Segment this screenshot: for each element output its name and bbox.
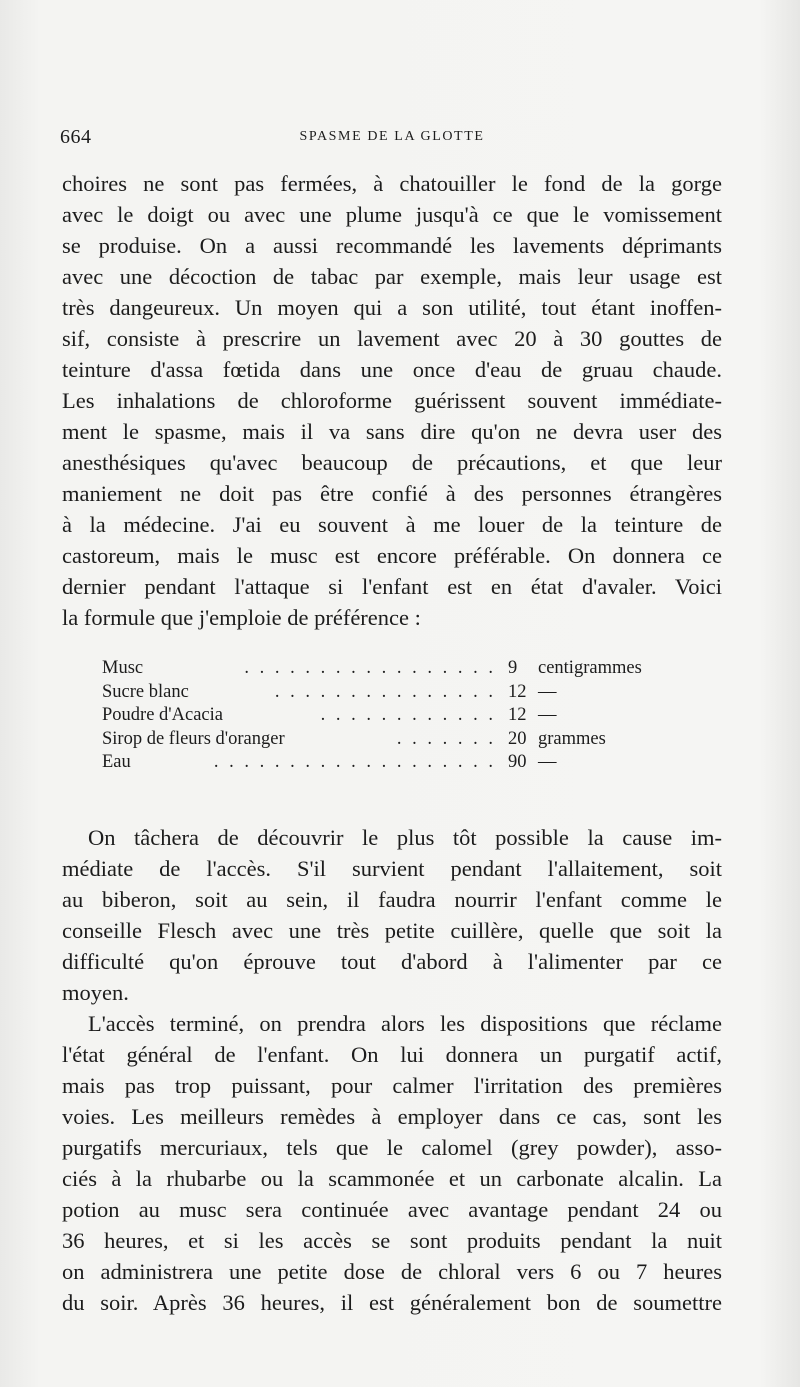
text-line: conseille Flesch avec une très petite cuillère, quelle que soit la bbox=[62, 918, 722, 943]
text-line: dernier pendant l'attaque si l'enfant est en état d'avaler. Voici bbox=[62, 574, 722, 599]
paragraph-1 bbox=[62, 168, 722, 633]
prescription-formula bbox=[102, 657, 702, 775]
text-line: au biberon, soit au sein, il faudra nourrir l'enfant comme le bbox=[62, 887, 722, 912]
ingredient-quantity: 12 bbox=[508, 705, 527, 725]
text-line: moyen. bbox=[62, 980, 129, 1005]
text-line: la formule que j'emploie de préférence : bbox=[62, 605, 421, 630]
ingredient-name: Musc bbox=[102, 658, 144, 678]
text-line: sif, consiste à prescrire un lavement avec 20 à 30 gouttes de bbox=[62, 326, 722, 351]
formula-row bbox=[102, 751, 702, 775]
text-line: ment le spasme, mais il va sans dire qu'on ne devra user des bbox=[62, 419, 722, 444]
formula-row bbox=[102, 657, 702, 681]
ingredient-name: Eau bbox=[102, 752, 131, 772]
text-line: très dangeureux. Un moyen qui a son utilité, tout étant inoffen- bbox=[62, 295, 722, 320]
text-line: maniement ne doit pas être confié à des personnes étrangères bbox=[62, 481, 722, 506]
text-line: teinture d'assa fœtida dans une once d'eau de gruau chaude. bbox=[62, 357, 722, 382]
ingredient-name: Sucre blanc bbox=[102, 681, 189, 702]
formula-row bbox=[102, 681, 702, 705]
ingredient-name: Poudre d'Acacia bbox=[102, 705, 223, 725]
text-line: Les inhalations de chloroforme guérissent souvent immédiate- bbox=[62, 388, 722, 413]
running-head bbox=[60, 126, 724, 152]
text-line: à la médecine. J'ai eu souvent à me louer de la teinture de bbox=[62, 512, 722, 537]
ingredient-unit: — bbox=[538, 681, 557, 702]
text-line: avec une décoction de tabac par exemple, mais leur usage est bbox=[62, 264, 722, 289]
text-line: médiate de l'accès. S'il survient pendant l'allaitement, soit bbox=[62, 856, 722, 881]
leader-dots: . . . . . . . bbox=[396, 728, 496, 749]
ingredient-quantity: 20 bbox=[508, 728, 527, 749]
text-line: on administrera une petite dose de chloral vers 6 ou 7 heures bbox=[62, 1259, 722, 1284]
leader-dots: . . . . . . . . . . . . . . . bbox=[274, 681, 496, 702]
ingredient-unit: — bbox=[538, 705, 557, 725]
paragraphs-2-3 bbox=[62, 822, 722, 1318]
ingredient-quantity: 12 bbox=[508, 681, 527, 702]
text-line: voies. Les meilleurs remèdes à employer dans ce cas, sont les bbox=[62, 1104, 722, 1129]
text-line: ciés à la rhubarbe ou la scammonée et un carbonate alcalin. La bbox=[62, 1166, 722, 1191]
text-line: castoreum, mais le musc est encore préférable. On donnera ce bbox=[62, 543, 722, 568]
text-line: potion au musc sera continuée avec avantage pendant 24 ou bbox=[62, 1197, 722, 1222]
ingredient-unit: grammes bbox=[538, 728, 606, 749]
text-line: On tâchera de découvrir le plus tôt possible la cause im- bbox=[88, 825, 722, 850]
page-number: 664 bbox=[60, 126, 92, 148]
text-line: mais pas trop puissant, pour calmer l'irritation des premières bbox=[62, 1073, 722, 1098]
text-line: l'état général de l'enfant. On lui donnera un purgatif actif, bbox=[62, 1042, 722, 1067]
text-line: choires ne sont pas fermées, à chatouiller le fond de la gorge bbox=[62, 171, 722, 196]
text-line: se produise. On a aussi recommandé les lavements déprimants bbox=[62, 233, 722, 258]
text-line: 36 heures, et si les accès se sont produits pendant la nuit bbox=[62, 1228, 722, 1253]
text-line: du soir. Après 36 heures, il est généralement bon de soumettre bbox=[62, 1290, 722, 1315]
ingredient-quantity: 90 bbox=[508, 752, 527, 772]
text-line: purgatifs mercuriaux, tels que le calomel (grey powder), asso- bbox=[62, 1135, 722, 1160]
leader-dots: . . . . . . . . . . . . . . . . . bbox=[244, 658, 496, 678]
ingredient-quantity: 9 bbox=[508, 658, 518, 678]
formula-row bbox=[102, 728, 702, 752]
text-line: difficulté qu'on éprouve tout d'abord à l'alimenter par ce bbox=[62, 949, 722, 974]
text-line: anesthésiques qu'avec beaucoup de précautions, et que leur bbox=[62, 450, 722, 475]
leader-dots: . . . . . . . . . . . . bbox=[320, 705, 496, 725]
running-title: SPASME DE LA GLOTTE bbox=[299, 129, 485, 144]
formula-row bbox=[102, 704, 702, 728]
ingredient-unit: centigrammes bbox=[538, 658, 642, 678]
text-line: avec le doigt ou avec une plume jusqu'à ce que le vomissement bbox=[62, 202, 722, 227]
ingredient-name: Sirop de fleurs d'oranger bbox=[102, 728, 285, 749]
leader-dots: . . . . . . . . . . . . . . . . . . . bbox=[213, 752, 496, 772]
text-line: L'accès terminé, on prendra alors les dispositions que réclame bbox=[88, 1011, 722, 1036]
ingredient-unit: — bbox=[538, 752, 557, 772]
